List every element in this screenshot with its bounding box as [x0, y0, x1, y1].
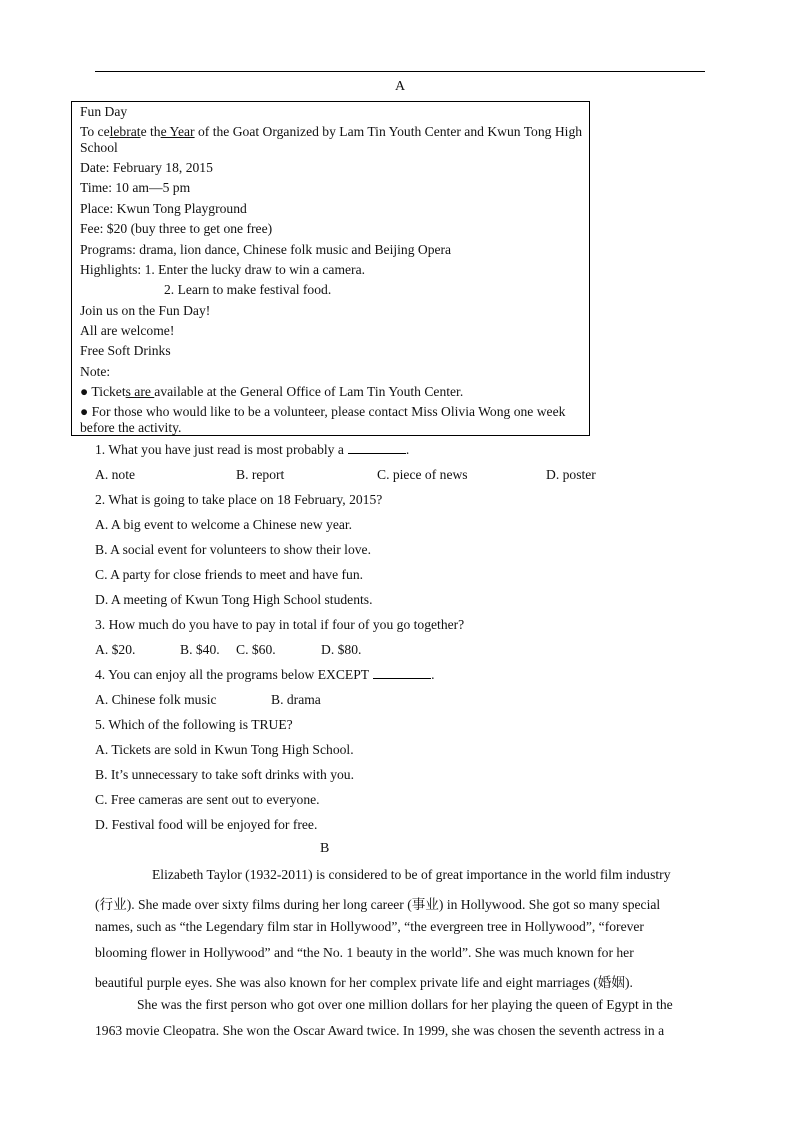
passage-line: blooming flower in Hollywood” and “the No. 1 beauty in the world”. She was much known for her — [95, 945, 634, 960]
q3-option-d: D. $80. — [321, 642, 362, 657]
poster-note-2: ● For those who would like to be a volunteer, please contact Miss Olivia Wong one week before the activity. — [80, 404, 566, 435]
q5-option-a: A. Tickets are sold in Kwun Tong High School. — [95, 742, 354, 757]
passage-line: names, such as “the Legendary film star in Hollywood”, “the evergreen tree in Hollywood”, “forever — [95, 919, 644, 934]
q4-option-b: B. drama — [271, 692, 321, 707]
answer-blank — [348, 443, 406, 454]
q3-option-c: C. $60. — [236, 642, 276, 657]
poster-place: Place: Kwun Tong Playground — [80, 201, 247, 216]
poster-title: Fun Day — [80, 104, 128, 119]
top-rule — [95, 71, 705, 72]
q2-option-d: D. A meeting of Kwun Tong High School students. — [95, 592, 373, 607]
question-2: 2. What is going to take place on 18 February, 2015? — [95, 492, 383, 507]
passage-line: 1963 movie Cleopatra. She won the Oscar Award twice. In 1999, she was chosen the seventh actress in a — [95, 1023, 665, 1038]
section-a-label: A — [395, 79, 406, 94]
q5-option-d: D. Festival food will be enjoyed for free. — [95, 817, 318, 832]
question-5: 5. Which of the following is TRUE? — [95, 717, 293, 732]
passage-line: beautiful purple eyes. She was also known for her complex private life and eight marriages (婚姻). — [95, 975, 633, 990]
q4-option-a: A. Chinese folk music — [95, 692, 217, 707]
q1-option-a: A. note — [95, 467, 136, 482]
question-4: 4. You can enjoy all the programs below EXCEPT . — [95, 667, 435, 682]
q1-option-c: C. piece of news — [377, 467, 468, 482]
poster-join: Join us on the Fun Day! — [80, 303, 211, 318]
q2-option-a: A. A big event to welcome a Chinese new year. — [95, 517, 353, 532]
poster-highlight-1: Highlights: 1. Enter the lucky draw to win a camera. — [80, 262, 366, 277]
poster-time: Time: 10 am—5 pm — [80, 180, 191, 195]
poster-subtitle: To celebrate the Year of the Goat Organized by Lam Tin Youth Center and Kwun Tong High School — [80, 124, 583, 155]
q2-option-b: B. A social event for volunteers to show their love. — [95, 542, 371, 557]
poster-box — [71, 101, 590, 436]
poster-fee: Fee: $20 (buy three to get one free) — [80, 221, 273, 236]
question-3: 3. How much do you have to pay in total if four of you go together? — [95, 617, 465, 632]
q3-option-a: A. $20. — [95, 642, 136, 657]
poster-note-label: Note: — [80, 364, 111, 379]
question-1: 1. What you have just read is most probably a . — [95, 442, 410, 457]
passage-line: (行业). She made over sixty films during her long career (事业) in Hollywood. She got so many special — [95, 897, 661, 912]
answer-blank — [373, 668, 431, 679]
poster-date: Date: February 18, 2015 — [80, 160, 213, 175]
q5-option-b: B. It’s unnecessary to take soft drinks with you. — [95, 767, 354, 782]
passage-line: She was the first person who got over one million dollars for her playing the queen of Egypt in the — [137, 997, 673, 1012]
passage-line: Elizabeth Taylor (1932-2011) is considered to be of great importance in the world film industry — [152, 867, 671, 882]
poster-drinks: Free Soft Drinks — [80, 343, 171, 358]
poster-programs: Programs: drama, lion dance, Chinese folk music and Beijing Opera — [80, 242, 452, 257]
q1-option-b: B. report — [236, 467, 285, 482]
q1-option-d: D. poster — [546, 467, 596, 482]
poster-welcome: All are welcome! — [80, 323, 175, 338]
section-b-label: B — [320, 841, 330, 856]
poster-note-1: ● Tickets are available at the General Office of Lam Tin Youth Center. — [80, 384, 464, 399]
q3-option-b: B. $40. — [180, 642, 220, 657]
poster-highlight-2: 2. Learn to make festival food. — [164, 282, 332, 297]
q2-option-c: C. A party for close friends to meet and have fun. — [95, 567, 364, 582]
q5-option-c: C. Free cameras are sent out to everyone. — [95, 792, 320, 807]
